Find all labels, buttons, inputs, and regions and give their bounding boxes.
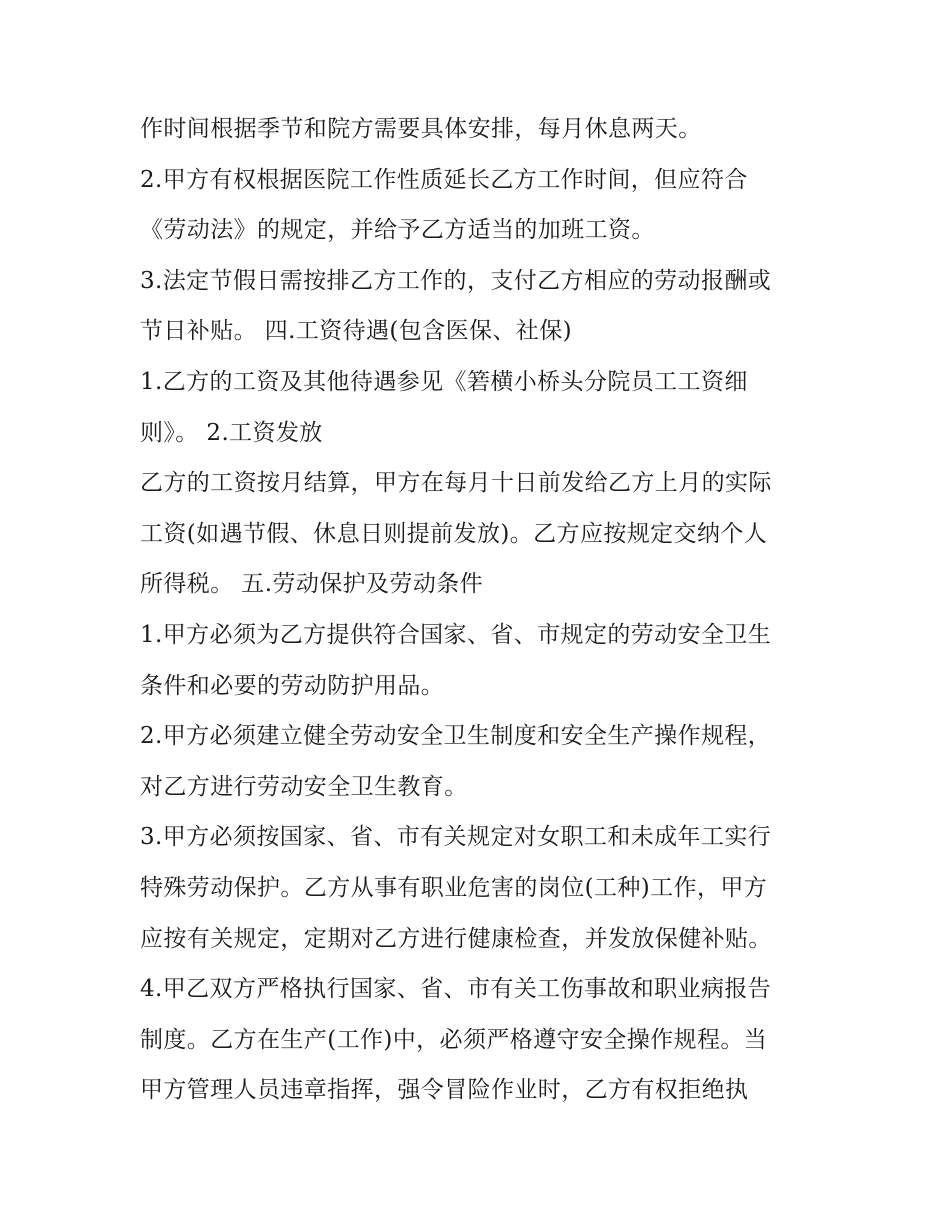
text-line: 特殊劳动保护。乙方从事有职业危害的岗位(工种)工作，甲方 xyxy=(140,874,768,901)
text-line: 工资(如遇节假、休息日则提前发放)。乙方应按规定交纳个人 xyxy=(140,520,768,547)
text-line: 4.甲乙双方严格执行国家、省、市有关工伤事故和职业病报告 xyxy=(140,976,772,1003)
text-line: 3.甲方必须按国家、省、市有关规定对女职工和未成年工实行 xyxy=(140,824,772,851)
text-line: 乙方的工资按月结算，甲方在每月十日前发给乙方上月的实际 xyxy=(140,470,772,497)
text-line: 作时间根据季节和院方需要具体安排，每月休息两天。 xyxy=(140,116,702,142)
text-line: 对乙方进行劳动安全卫生教育。 xyxy=(140,773,468,800)
text-line: 2.甲方有权根据医院工作性质延长乙方工作时间，但应符合 xyxy=(140,166,748,193)
text-line: 节日补贴。 四.工资待遇(包含医保、社保) xyxy=(140,318,572,345)
text-line: 制度。乙方在生产(工作)中，必须严格遵守安全操作规程。当 xyxy=(140,1026,768,1053)
contract-body-text xyxy=(140,104,830,1116)
text-line: 1.甲方必须为乙方提供符合国家、省、市规定的劳动安全卫生 xyxy=(140,621,772,648)
text-line: 则》。 2.工资发放 xyxy=(140,419,323,446)
text-line: 甲方管理人员违章指挥，强令冒险作业时，乙方有权拒绝执 xyxy=(140,1077,749,1104)
text-line: 2.甲方必须建立健全劳动安全卫生制度和安全生产操作规程， xyxy=(140,723,772,750)
text-line: 条件和必要的劳动防护用品。 xyxy=(140,672,445,699)
text-line: 3.法定节假日需按排乙方工作的，支付乙方相应的劳动报酬或 xyxy=(140,267,772,294)
text-line: 《劳动法》的规定，并给予乙方适当的加班工资。 xyxy=(140,217,655,244)
text-line: 1.乙方的工资及其他待遇参见《箬横小桥头分院员工工资细 xyxy=(140,368,748,395)
text-line: 应按有关规定，定期对乙方进行健康检查，并发放保健补贴。 xyxy=(140,925,772,952)
text-line: 所得税。 五.劳动保护及劳动条件 xyxy=(140,571,484,598)
